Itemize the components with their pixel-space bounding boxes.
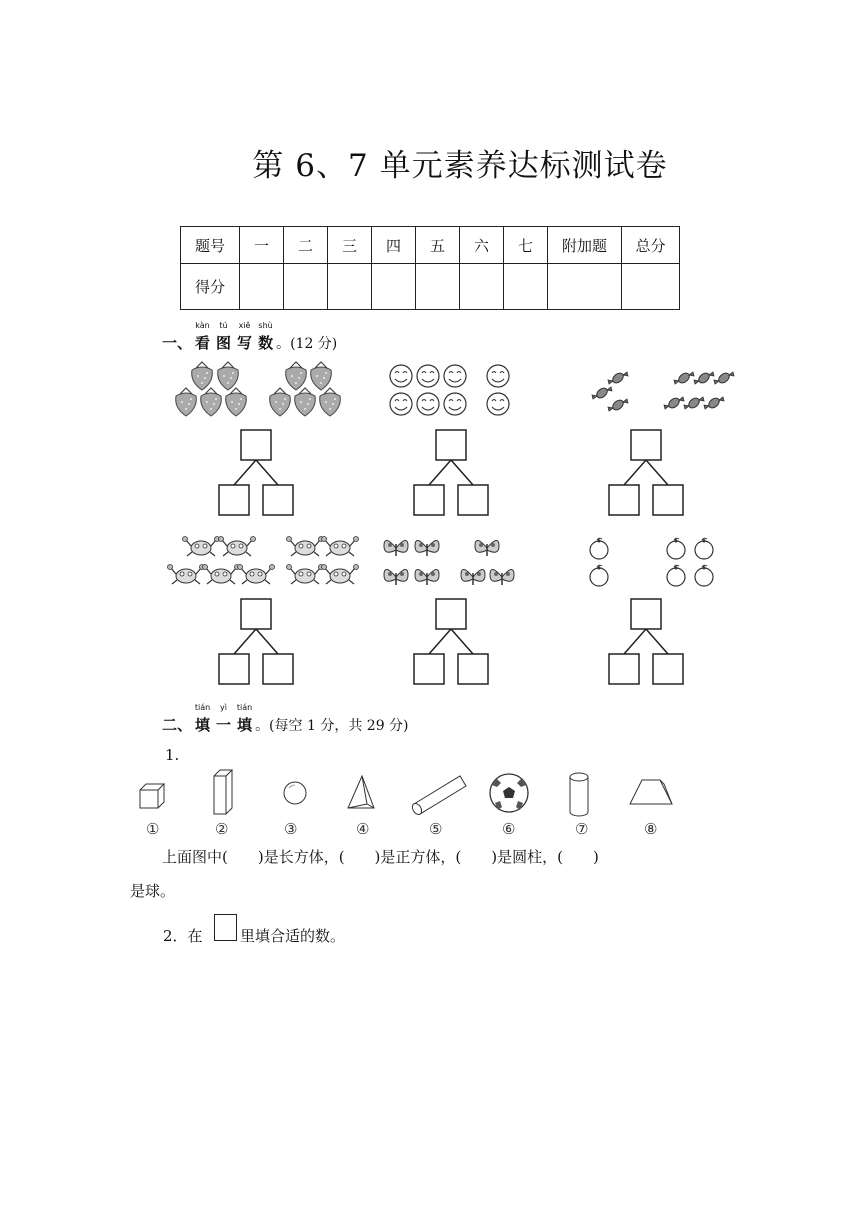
pinyin: tián bbox=[194, 703, 211, 712]
pinyin: tián bbox=[236, 703, 253, 712]
candy-icon bbox=[592, 371, 734, 412]
cylinder-rod-icon bbox=[410, 776, 466, 816]
pinyin: shù bbox=[258, 321, 273, 330]
answer-tree[interactable] bbox=[609, 430, 683, 515]
solid-shapes bbox=[130, 766, 690, 826]
pinyin: yì bbox=[220, 703, 228, 712]
header-cell: 题号 bbox=[181, 227, 240, 264]
section2-score: 。(每空 1 分，共 29 分) bbox=[255, 718, 409, 734]
shape-label: ③ bbox=[284, 820, 298, 838]
hanzi: 图 bbox=[216, 334, 232, 352]
section1-prefix: 一、 bbox=[162, 334, 193, 352]
cylinder-icon bbox=[570, 773, 588, 816]
hanzi: 看 bbox=[195, 334, 211, 352]
answer-tree[interactable] bbox=[219, 430, 293, 515]
orange-icon bbox=[590, 538, 713, 586]
header-cell: 二 bbox=[284, 227, 328, 264]
page-title: 第 6、7 单元素养达标测试卷 bbox=[252, 148, 668, 184]
smiley-icon bbox=[390, 365, 509, 415]
question1-text: 上面图中( )是长方体，( )是正方体，( )是圆柱，( ) bbox=[162, 848, 599, 866]
blank-square bbox=[214, 914, 237, 941]
header-cell: 七 bbox=[504, 227, 548, 264]
shape-label: ⑧ bbox=[644, 820, 658, 838]
strawberry-icon bbox=[176, 362, 341, 416]
shape-label: ⑤ bbox=[429, 820, 443, 838]
header-cell: 四 bbox=[372, 227, 416, 264]
shape-label: ⑦ bbox=[575, 820, 589, 838]
ruby-word bbox=[216, 703, 232, 735]
pinyin: kàn bbox=[195, 321, 210, 330]
soccer-ball-icon bbox=[490, 774, 528, 812]
header-cell: 六 bbox=[460, 227, 504, 264]
header-cell: 五 bbox=[416, 227, 460, 264]
question1-number: 1. bbox=[165, 746, 180, 764]
answer-tree[interactable] bbox=[414, 430, 488, 515]
hanzi: 填 bbox=[195, 716, 211, 734]
pinyin: xiě bbox=[238, 321, 251, 330]
cuboid-icon bbox=[214, 770, 232, 814]
crab-icon bbox=[168, 537, 359, 585]
header-cell: 附加题 bbox=[548, 227, 622, 264]
shape-label: ① bbox=[146, 820, 160, 838]
question2-text: 里填合适的数。 bbox=[240, 927, 346, 945]
pyramid-icon bbox=[348, 776, 374, 808]
frustum-icon bbox=[630, 780, 672, 804]
header-cell: 总分 bbox=[622, 227, 680, 264]
ruby-word bbox=[236, 703, 253, 735]
pinyin: tú bbox=[219, 321, 228, 330]
section1-score: 。(12 分) bbox=[276, 336, 338, 352]
hanzi: 写 bbox=[237, 334, 253, 352]
section2-prefix: 二、 bbox=[162, 716, 193, 734]
header-cell: 三 bbox=[328, 227, 372, 264]
section2-heading bbox=[162, 703, 409, 735]
question2-number: 2．在 bbox=[163, 927, 203, 945]
row-label: 得分 bbox=[181, 264, 240, 310]
answer-tree[interactable] bbox=[609, 599, 683, 684]
hanzi: 数 bbox=[258, 334, 274, 352]
shape-label: ⑥ bbox=[502, 820, 516, 838]
shape-label: ④ bbox=[356, 820, 370, 838]
sphere-icon bbox=[284, 782, 306, 804]
hanzi: 一 bbox=[216, 716, 232, 734]
question1-text-cont: 是球。 bbox=[130, 882, 176, 900]
hanzi: 填 bbox=[237, 716, 253, 734]
answer-tree[interactable] bbox=[219, 599, 293, 684]
header-cell: 一 bbox=[240, 227, 284, 264]
butterfly-icon bbox=[384, 540, 514, 585]
shape-label: ② bbox=[215, 820, 229, 838]
answer-tree[interactable] bbox=[414, 599, 488, 684]
ruby-word bbox=[194, 703, 211, 735]
cube-icon bbox=[140, 784, 164, 808]
